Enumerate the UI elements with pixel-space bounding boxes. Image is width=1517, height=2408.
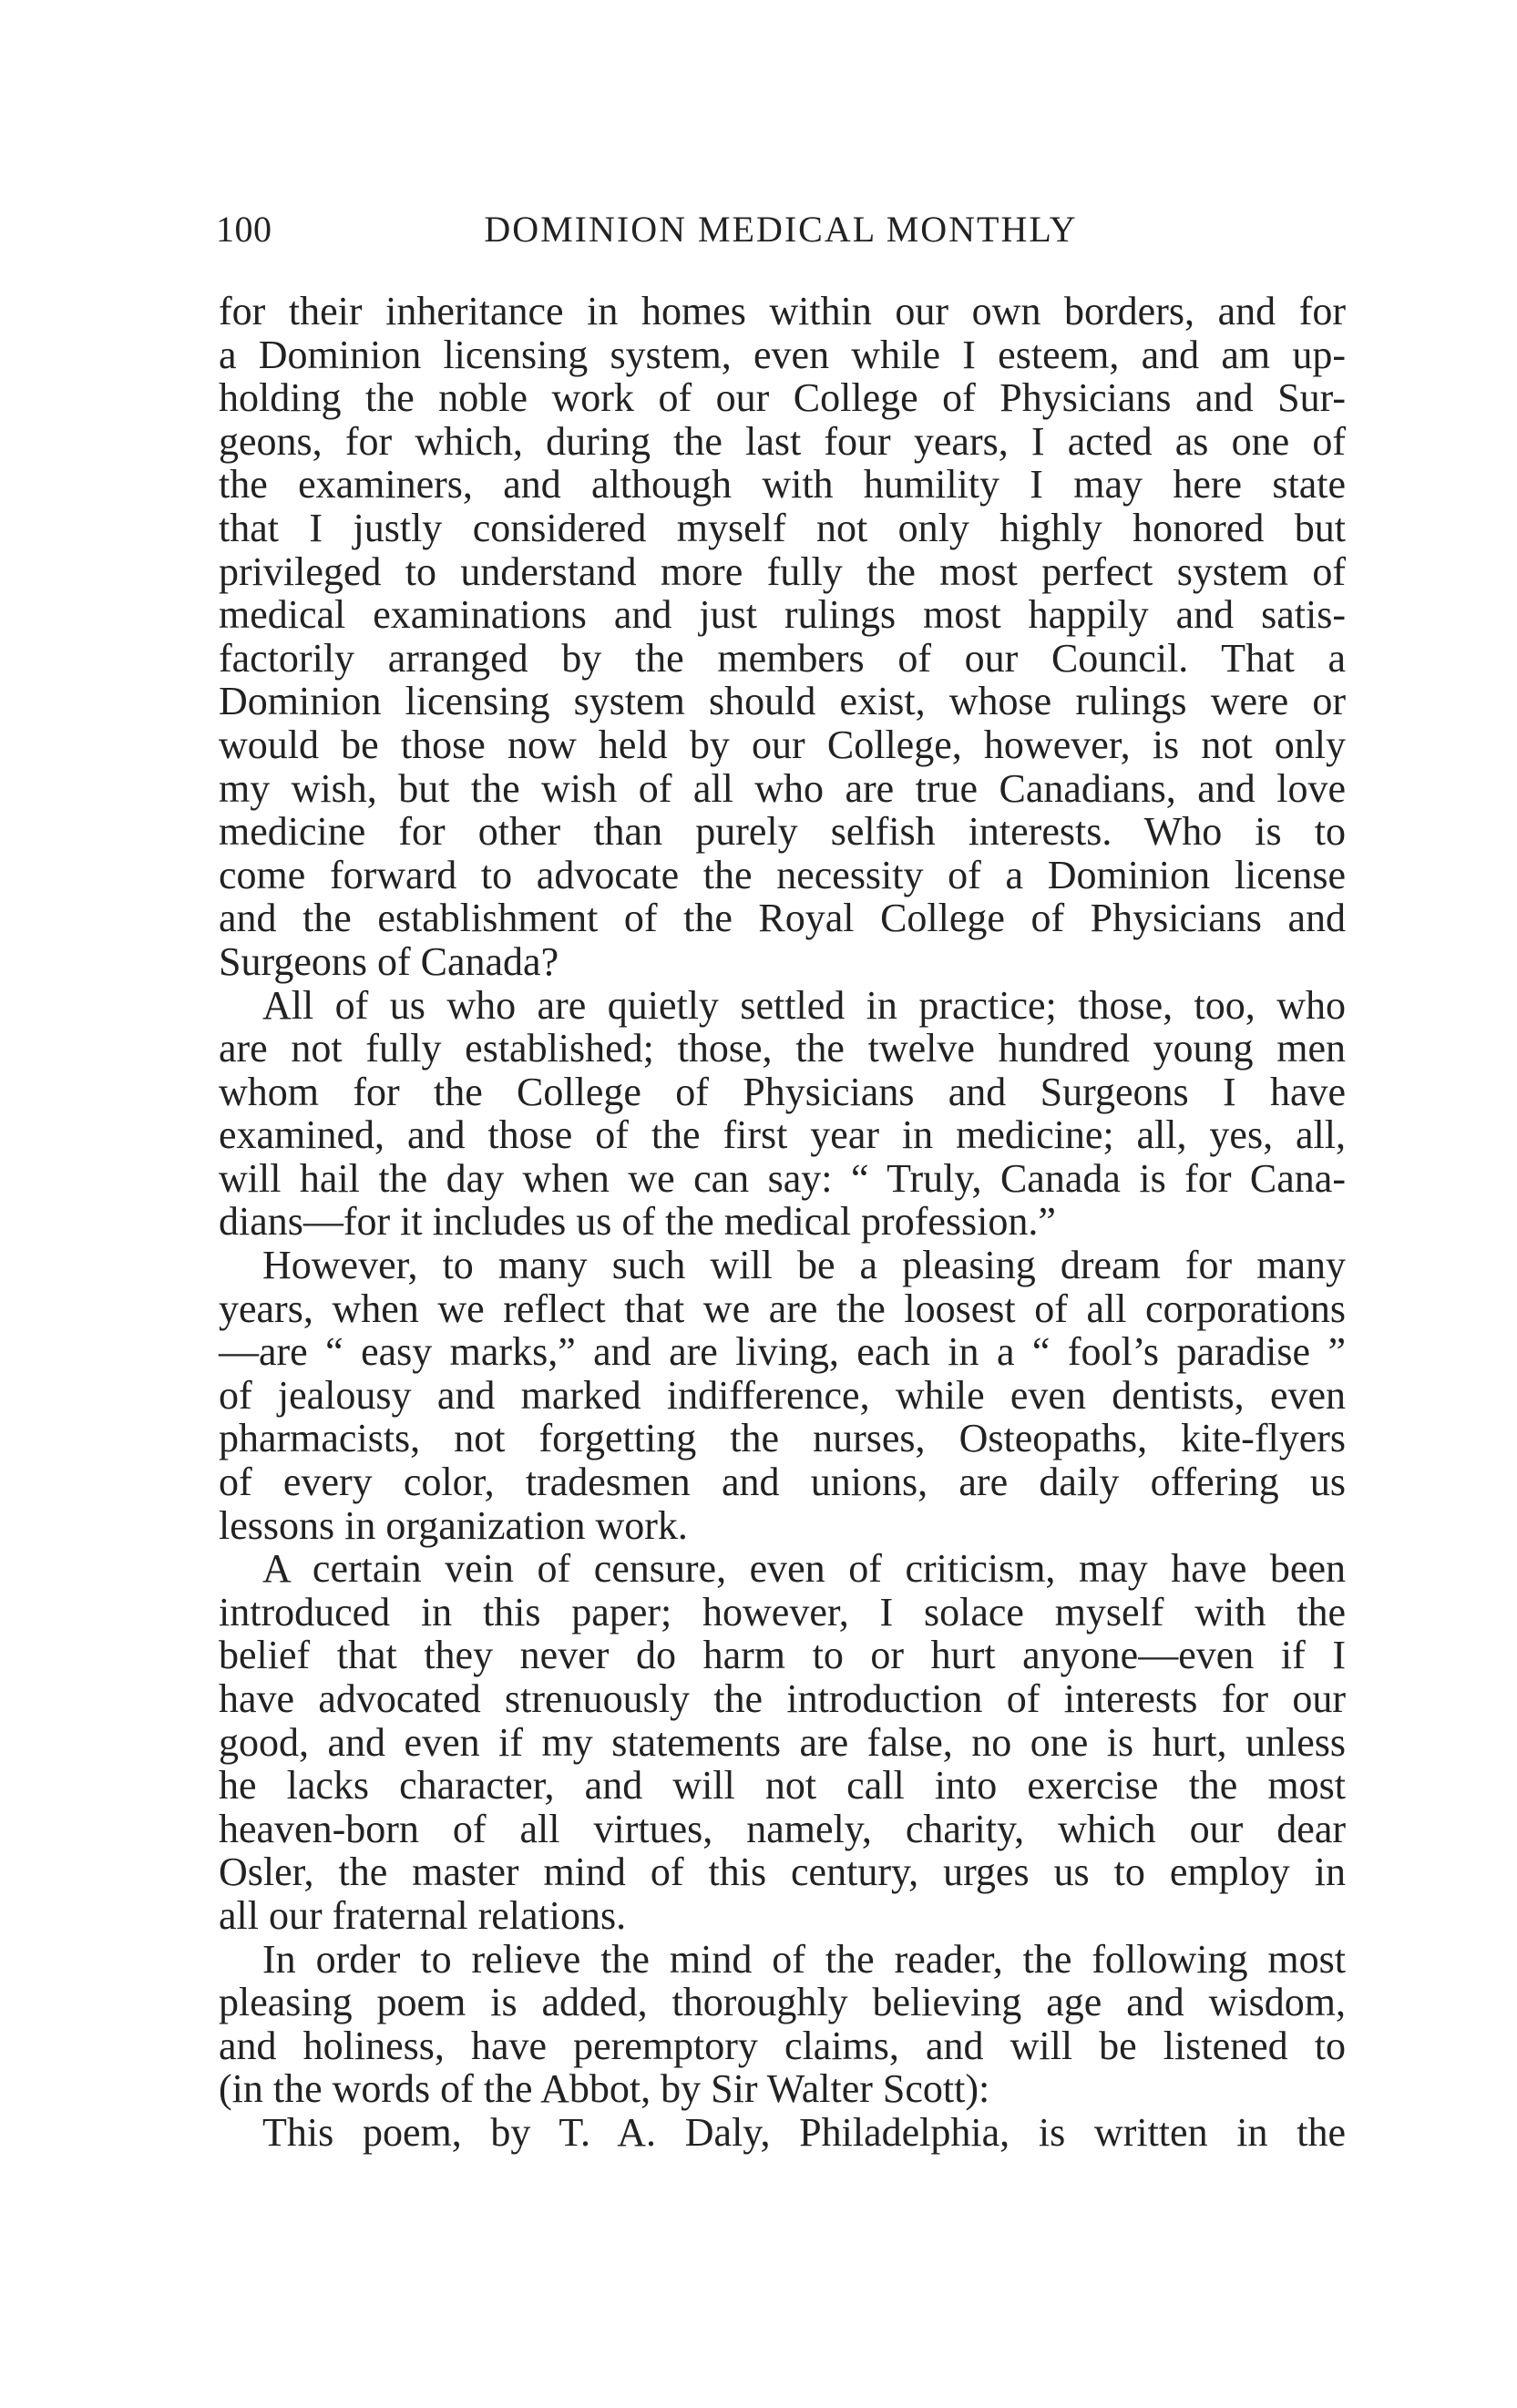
text-line: pleasing poem is added, thoroughly believing age and wisdom, bbox=[219, 1980, 1346, 2025]
text-line: This poem, by T. A. Daly, Philadelphia, is written in the bbox=[262, 2109, 1346, 2155]
text-line: introduced in this paper; however, I solace myself with the bbox=[219, 1589, 1346, 1634]
text-line: he lacks character, and will not call into exercise the most bbox=[219, 1763, 1346, 1809]
text-line: that I justly considered myself not only highly honored but bbox=[219, 505, 1346, 550]
text-line: would be those now held by our College, however, is not only bbox=[219, 722, 1346, 767]
text-line: privileged to understand more fully the most perfect system of bbox=[219, 548, 1346, 594]
text-line: have advocated strenuously the introduction of interests for our bbox=[219, 1676, 1346, 1721]
text-line: In order to relieve the mind of the reader, the following most bbox=[262, 1936, 1346, 1982]
text-line: dians—for it includes us of the medical profession.” bbox=[219, 1199, 1056, 1245]
text-line: and the establishment of the Royal College of Physicians and bbox=[219, 896, 1346, 941]
text-line: (in the words of the Abbot, by Sir Walter Scott): bbox=[219, 2066, 990, 2112]
text-line: —are “ easy marks,” and are living, each in a “ fool’s paradise ” bbox=[219, 1329, 1346, 1375]
text-line: are not fully established; those, the twelve hundred young men bbox=[219, 1026, 1346, 1071]
text-line: Dominion licensing system should exist, whose rulings were or bbox=[219, 679, 1346, 724]
text-line: and holiness, have peremptory claims, and will be listened to bbox=[219, 2023, 1346, 2068]
paragraph bbox=[219, 1244, 1346, 1547]
text-line: all our fraternal relations. bbox=[219, 1892, 627, 1938]
paragraph bbox=[219, 290, 1346, 984]
text-line: pharmacists, not forgetting the nurses, Osteopaths, kite-flyers bbox=[219, 1416, 1346, 1461]
text-line: However, to many such will be a pleasing dream for many bbox=[262, 1243, 1346, 1288]
text-line: A certain vein of censure, even of criticism, may have been bbox=[262, 1546, 1346, 1592]
text-line: holding the noble work of our College of Physicians and Sur- bbox=[219, 375, 1346, 421]
text-line: of every color, tradesmen and unions, are daily offering us bbox=[219, 1460, 1346, 1505]
paragraph bbox=[219, 1938, 1346, 2111]
text-line: lessons in organization work. bbox=[219, 1502, 688, 1548]
paragraph bbox=[219, 2111, 1346, 2155]
text-line: years, when we reflect that we are the loosest of all corporations bbox=[219, 1286, 1346, 1331]
paragraph bbox=[219, 1547, 1346, 1937]
text-line: medicine for other than purely selfish interests. Who is to bbox=[219, 809, 1346, 855]
paragraph bbox=[219, 984, 1346, 1245]
text-line: geons, for which, during the last four years, I acted as one of bbox=[219, 418, 1346, 464]
text-line: come forward to advocate the necessity of a Dominion license bbox=[219, 852, 1346, 897]
text-line: the examiners, and although with humility I may here state bbox=[219, 462, 1346, 507]
text-line: good, and even if my statements are false, no one is hurt, unless bbox=[219, 1719, 1346, 1765]
running-head bbox=[216, 208, 1346, 262]
text-line: belief that they never do harm to or hurt anyone—even if I bbox=[219, 1633, 1346, 1678]
text-line: examined, and those of the first year in medicine; all, yes, all, bbox=[219, 1112, 1346, 1158]
text-line: Osler, the master mind of this century, urges us to employ in bbox=[219, 1850, 1346, 1895]
journal-title: DOMINION MEDICAL MONTHLY bbox=[484, 209, 1078, 250]
text-line: All of us who are quietly settled in practice; those, too, who bbox=[262, 982, 1346, 1028]
text-line: my wish, but the wish of all who are true Canadians, and love bbox=[219, 765, 1346, 811]
text-line: factorily arranged by the members of our Council. That a bbox=[219, 635, 1346, 681]
text-line: for their inheritance in homes within our own borders, and for bbox=[219, 289, 1346, 333]
text-line: of jealousy and marked indifference, while even dentists, even bbox=[219, 1372, 1346, 1418]
body-text bbox=[219, 290, 1346, 2155]
text-line: heaven-born of all virtues, namely, charity, which our dear bbox=[219, 1806, 1346, 1851]
text-line: a Dominion licensing system, even while I esteem, and am up- bbox=[219, 332, 1346, 377]
text-line: medical examinations and just rulings most happily and satis- bbox=[219, 592, 1346, 638]
text-line: Surgeons of Canada? bbox=[219, 938, 559, 984]
text-line: will hail the day when we can say: “ Truly, Canada is for Cana- bbox=[219, 1155, 1346, 1201]
text-line: whom for the College of Physicians and Surgeons I have bbox=[219, 1069, 1346, 1114]
page-number: 100 bbox=[216, 209, 272, 250]
